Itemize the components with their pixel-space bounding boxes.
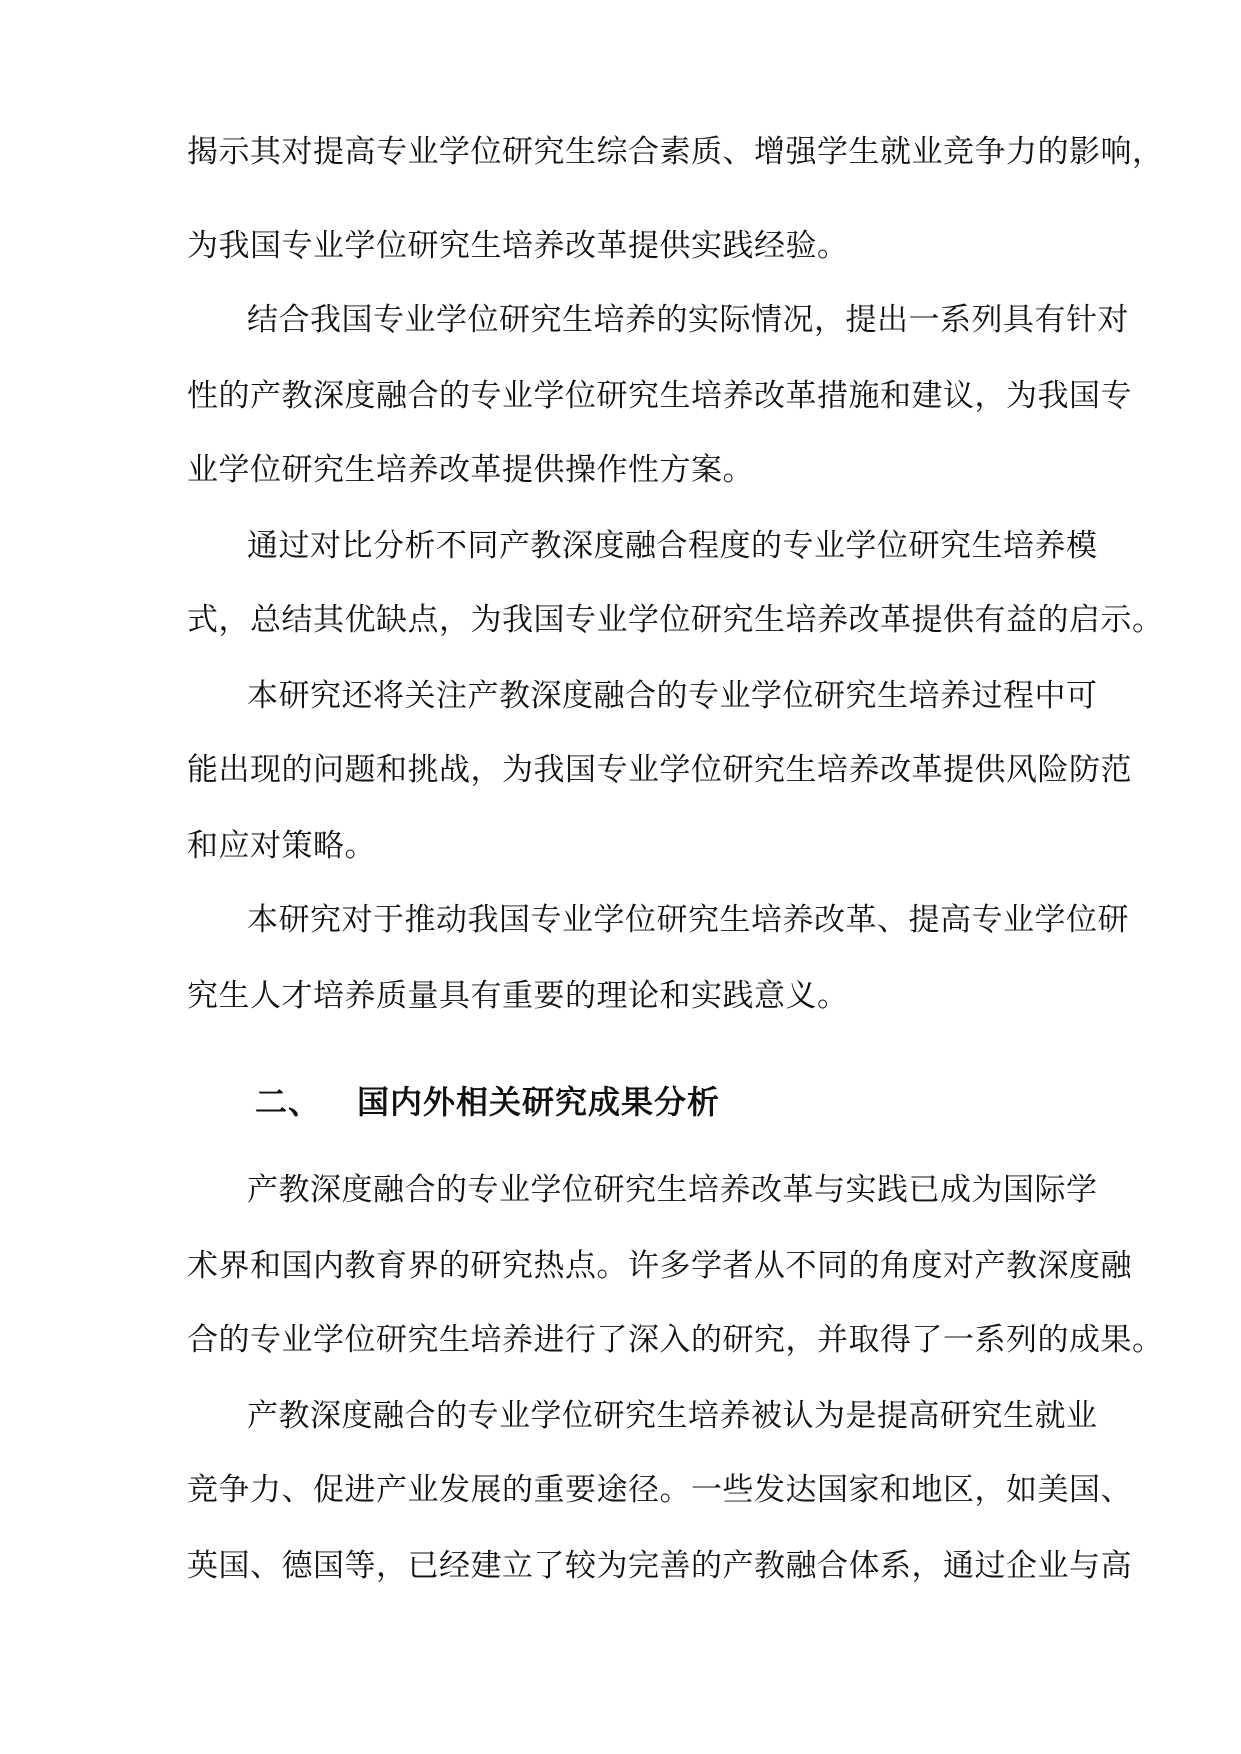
paragraph-line: 合的专业学位研究生培养进行了深入的研究，并取得了一系列的成果。 — [187, 1322, 1164, 1358]
paragraph-line: 结合我国专业学位研究生培养的实际情况，提出一系列具有针对 — [247, 302, 1129, 338]
paragraph-line: 式，总结其优缺点，为我国专业学位研究生培养改革提供有益的启示。 — [187, 602, 1164, 638]
section-title: 国内外相关研究成果分析 — [357, 1083, 721, 1121]
paragraph-line: 揭示其对提高专业学位研究生综合素质、增强学生就业竞争力的影响， — [187, 134, 1164, 170]
paragraph-line: 本研究还将关注产教深度融合的专业学位研究生培养过程中可 — [247, 678, 1098, 714]
section-heading — [255, 1082, 720, 1122]
section-number: 二、 — [255, 1083, 322, 1121]
paragraph-line: 性的产教深度融合的专业学位研究生培养改革措施和建议，为我国专 — [187, 378, 1132, 414]
paragraph-line: 业学位研究生培养改革提供操作性方案。 — [187, 452, 754, 488]
paragraph-line: 术界和国内教育界的研究热点。许多学者从不同的角度对产教深度融 — [187, 1248, 1132, 1284]
paragraph-line: 产教深度融合的专业学位研究生培养被认为是提高研究生就业 — [247, 1398, 1098, 1434]
paragraph-line: 能出现的问题和挑战，为我国专业学位研究生培养改革提供风险防范 — [187, 752, 1132, 788]
paragraph-line: 竞争力、促进产业发展的重要途径。一些发达国家和地区，如美国、 — [187, 1472, 1132, 1508]
paragraph-line: 本研究对于推动我国专业学位研究生培养改革、提高专业学位研 — [247, 902, 1129, 938]
paragraph-line: 和应对策略。 — [187, 828, 376, 864]
paragraph-line: 产教深度融合的专业学位研究生培养改革与实践已成为国际学 — [247, 1172, 1098, 1208]
paragraph-line: 为我国专业学位研究生培养改革提供实践经验。 — [187, 228, 849, 264]
paragraph-line: 通过对比分析不同产教深度融合程度的专业学位研究生培养模 — [247, 528, 1098, 564]
paragraph-line: 英国、德国等，已经建立了较为完善的产教融合体系，通过企业与高 — [187, 1548, 1132, 1584]
paragraph-line: 究生人才培养质量具有重要的理论和实践意义。 — [187, 978, 849, 1014]
